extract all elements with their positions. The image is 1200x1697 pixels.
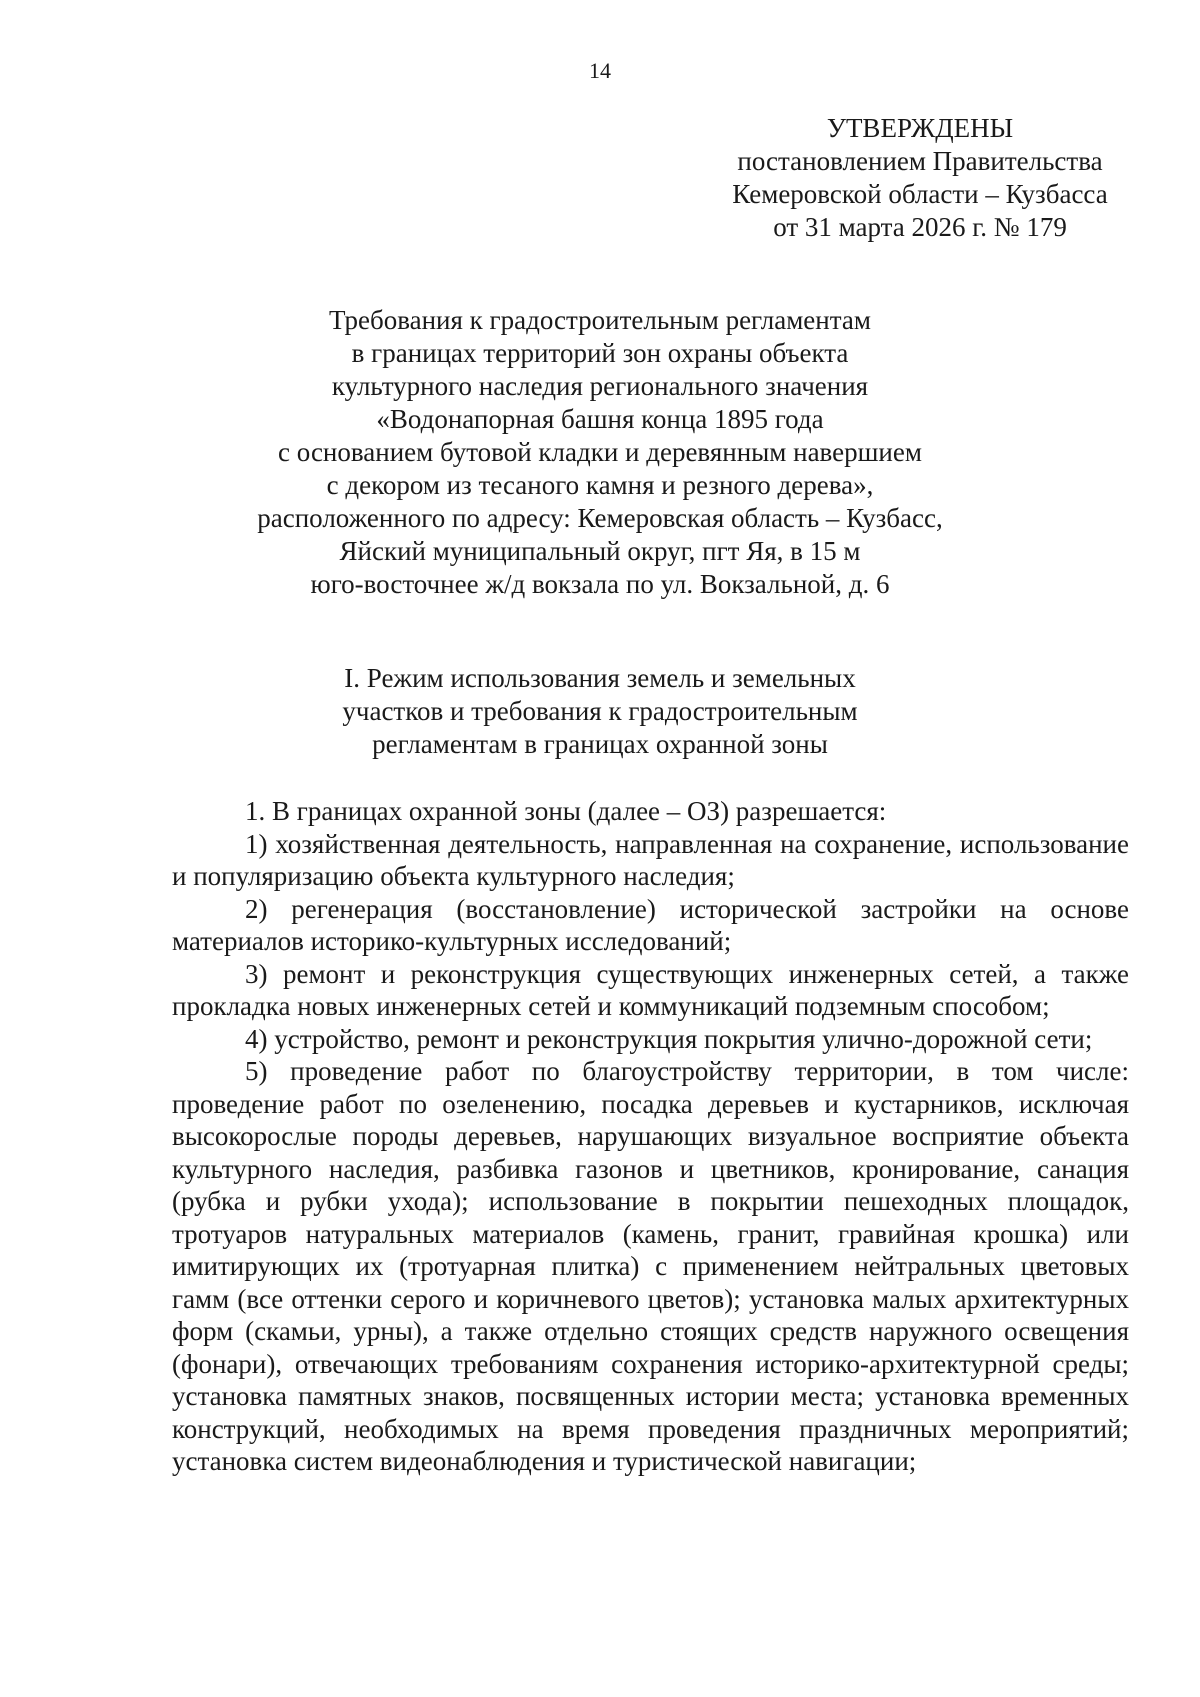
title-line: расположенного по адресу: Кемеровская область – Кузбасс, [257,503,943,533]
clause-intro: 1. В границах охранной зоны (далее – ОЗ) разрешается: [245,796,887,826]
list-item: 4) устройство, ремонт и реконструкция покрытия улично-дорожной сети; [245,1023,1093,1054]
list-item: 5) проведение работ по благоустройству территории, в том числе: проведение работ по озеленению, посадка деревьев и кустарников, исключая высокорослые породы деревьев, нарушающих визуальное восприятие объекта культурного наследия, разбивка газонов и цветников, кронирование, санация (рубка и рубки ухода); использование в покрытии пешеходных площадок, тротуаров натуральных материалов (камень, гранит, гравийная крошка) или имитирующих их (тротуарная плитка) с применением нейтральных цветовых гамм (все оттенки серого и коричневого цветов); установка малых архитектурных форм (скамьи, урны), а также отдельно стоящих средств наружного освещения (фонари), отвечающих требованиям сохранения историко-архитектурной среды; установка памятных знаков, посвященных истории места; установка временных конструкций, необходимых на время проведения праздничных мероприятий; установка систем видеонаблюдения и туристической навигации; [172,1056,1129,1476]
list-item: 2) регенерация (восстановление) исторической застройки на основе материалов историко-культурных исследований; [172,893,1129,956]
section-heading [150,662,1050,761]
title-line: с декором из тесаного камня и резного дерева», [326,470,874,500]
approval-line: УТВЕРЖДЕНЫ [826,113,1014,143]
page-number: 14 [589,58,611,83]
approval-line: от 31 марта 2026 г. № 179 [773,212,1067,242]
list-item: 1) хозяйственная деятельность, направленная на сохранение, использование и популяризацию объекта культурного наследия; [172,828,1129,891]
document-title [150,304,1050,601]
section-heading-line: регламентам в границах охранной зоны [372,729,828,759]
section-heading-line: участков и требования к градостроительным [342,696,858,726]
section-heading-line: I. Режим использования земель и земельных [344,663,856,693]
title-line: в границах территорий зон охраны объекта [351,338,849,368]
title-line: юго-восточнее ж/д вокзала по ул. Вокзальной, д. 6 [310,569,890,599]
title-line: «Водонапорная башня конца 1895 года [376,404,824,434]
approval-line: постановлением Правительства [737,146,1103,176]
section-body [172,795,1129,1478]
title-line: Требования к градостроительным регламентам [329,305,871,335]
title-line: Яйский муниципальный округ, пгт Яя, в 15 м [339,536,861,566]
title-line: с основанием бутовой кладки и деревянным навершием [278,437,922,467]
list-item: 3) ремонт и реконструкция существующих инженерных сетей, а также прокладка новых инженерных сетей и коммуникаций подземным способом; [172,958,1129,1021]
approval-stamp [700,112,1140,244]
approval-line: Кемеровской области – Кузбасса [732,179,1108,209]
title-line: культурного наследия регионального значения [331,371,869,401]
